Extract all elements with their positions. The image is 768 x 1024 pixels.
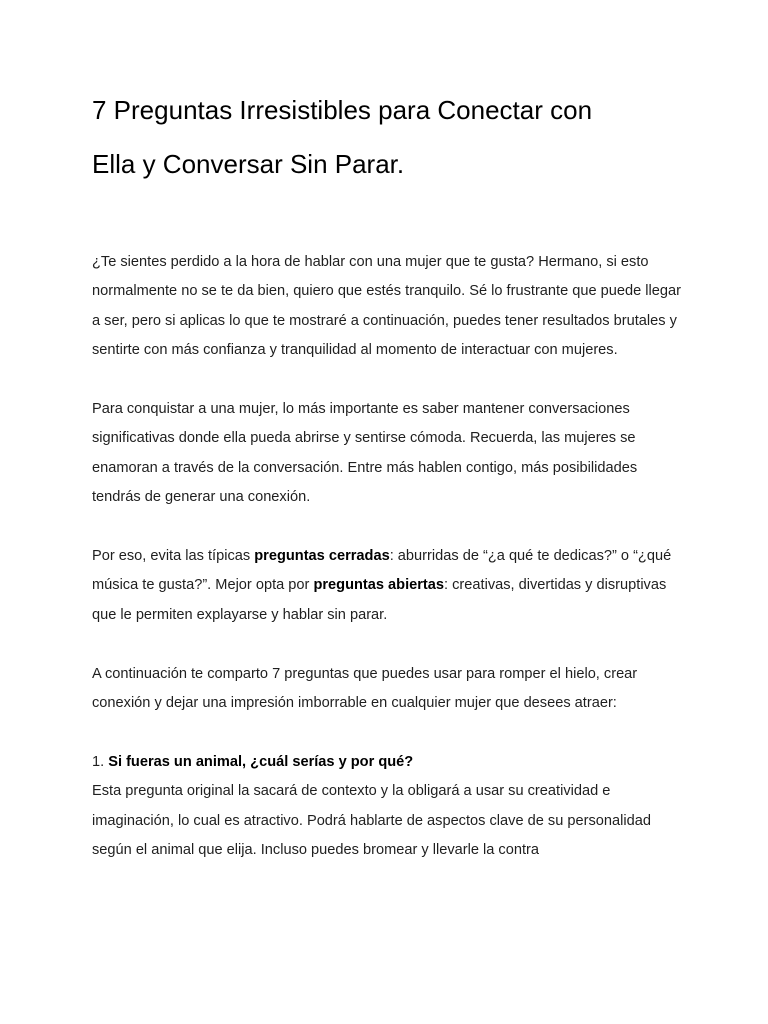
paragraph3-part1: Por eso, evita las típicas [92, 548, 255, 565]
paragraph-conquistar: Para conquistar a una mujer, lo más importante es saber mantener conversaciones significativas donde ella pueda abrirse y sentirse cómoda. Recuerda, las mujeres se enamoran a través de la conversación. Entre más hablen contigo, más posibilidades tendrás de generar una conexión. [92, 401, 638, 506]
question-1-title: Si fueras un animal, ¿cuál serías y por qué? [108, 753, 414, 770]
question-1-text: Esta pregunta original la sacará de contexto y la obligará a usar su creatividad e imaginación, lo cual es atractivo. Podrá hablarte de aspectos clave de su personalidad según el animal que elija. Incluso puedes bromear y llevarle la contra [92, 783, 651, 859]
bold-preguntas-cerradas: preguntas cerradas [254, 548, 390, 565]
paragraph-intro: ¿Te sientes perdido a la hora de hablar con una mujer que te gusta? Hermano, si esto normalmente no se te da bien, quiero que estés tranquilo. Sé lo frustrante que puede llegar a ser, pero si aplicas lo que te mostraré a continuación, puedes tener resultados brutales y sentirte con más confianza y tranquilidad al momento de interactuar con mujeres. [92, 254, 681, 359]
document-title [92, 83, 682, 191]
document-body [92, 248, 682, 865]
title-line-1: 7 Preguntas Irresistibles para Conectar con [92, 95, 593, 125]
paragraph-a-continuacion: A continuación te comparto 7 preguntas que puedes usar para romper el hielo, crear conexión y dejar una impresión imborrable en cualquier mujer que desees atraer: [92, 665, 638, 712]
paragraph3-part3: : creativas, divertidas y disruptivas que le permiten explayarse y hablar sin parar. [92, 577, 667, 623]
title-line-2: Ella y Conversar Sin Parar. [92, 149, 405, 179]
bold-preguntas-abiertas: preguntas abiertas [313, 577, 445, 594]
question-1-number: 1. [92, 753, 109, 770]
question-1-heading [92, 748, 682, 777]
paragraph3-part2: : aburridas de “¿a qué te dedicas?” o “¿qué música te gusta?”. Mejor opta por [92, 548, 672, 594]
paragraph-preguntas-cerradas [92, 542, 682, 630]
